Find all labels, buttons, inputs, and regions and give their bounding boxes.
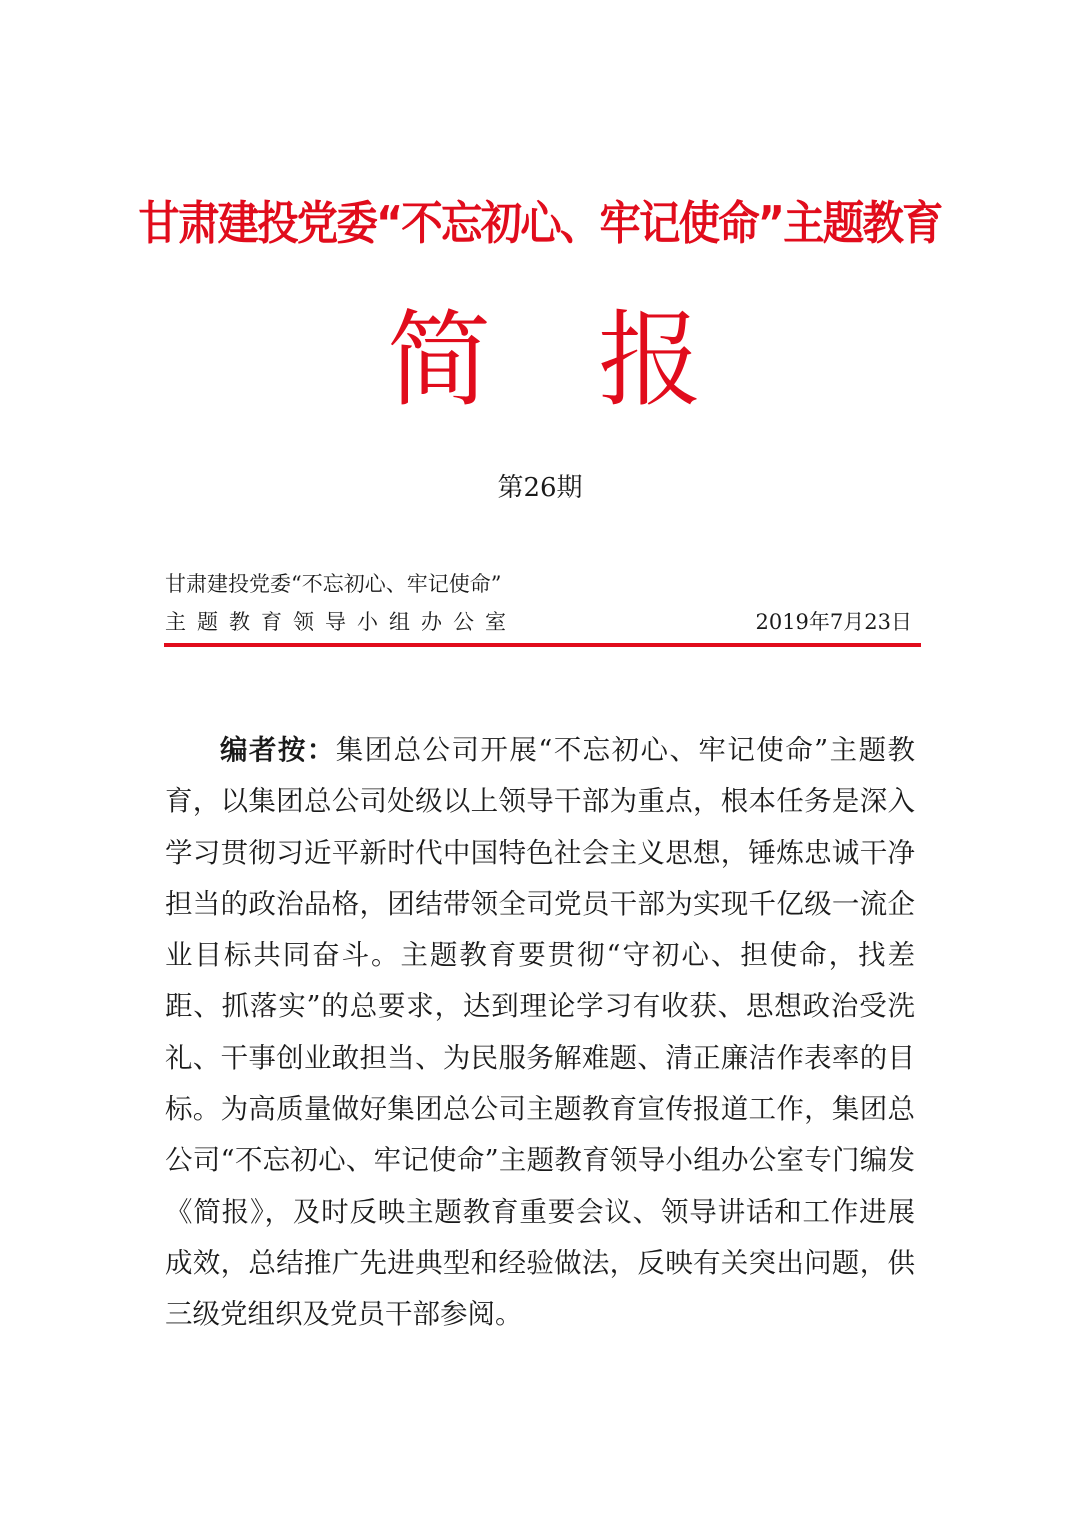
red-divider <box>164 643 921 647</box>
masthead-character-bao: 报 <box>598 299 703 421</box>
masthead-character-jian: 简 <box>387 299 492 421</box>
issue-number: 第26期 <box>497 473 583 503</box>
bulletin-headline: 甘肃建投党委“不忘初心、牢记使命”主题教育 <box>138 196 942 250</box>
issuer-organization: 甘肃建投党委“不忘初心、牢记使命” <box>165 572 502 596</box>
editor-note <box>165 725 915 1341</box>
issuer-office: 主题教育领导小组办公室 <box>165 610 517 634</box>
editor-note-lead: 编者按： <box>220 734 336 766</box>
editor-note-text: 集团总公司开展“不忘初心、牢记使命”主题教育，以集团总公司处级以上领导干部为重点，根本任务是深入学习贯彻习近平新时代中国特色社会主义思想，锤炼忠诚干净担当的政治品格，团结带领全司党员干部为实现千亿级一流企业目标共同奋斗。主题教育要贯彻“守初心、担使命，找差距、抓落实”的总要求，达到理论学习有收获、思想政治受洗礼、干事创业敢担当、为民服务解难题、清正廉洁作表率的目标。为高质量做好集团总公司主题教育宣传报道工作，集团总公司“不忘初心、牢记使命”主题教育领导小组办公室专门编发《简报》，及时反映主题教育重要会议、领导讲话和工作进展成效，总结推广先进典型和经验做法，反映有关突出问题，供三级党组织及党员干部参阅。 <box>165 734 915 1331</box>
issue-date: 2019年7月23日 <box>755 610 912 634</box>
